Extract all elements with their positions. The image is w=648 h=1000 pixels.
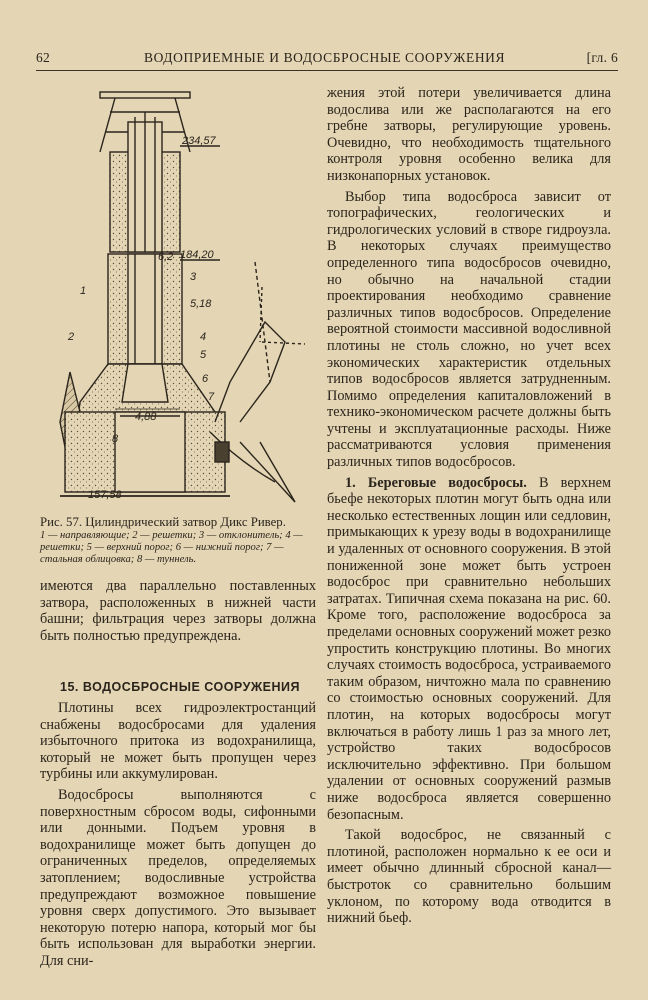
subsection-lead: 1. Береговые водосбросы. xyxy=(345,474,527,491)
header-rule xyxy=(36,70,618,71)
fig-label-3: 3 xyxy=(190,271,197,283)
running-title: ВОДОПРИЕМНЫЕ И ВОДОСБРОСНЫЕ СООРУЖЕНИЯ xyxy=(144,50,506,65)
paragraph: имеются два параллельно поставленных затвора, расположенных в нижней части башни; фильтрация через затворы должна быть полностью предупреждена. xyxy=(40,578,316,644)
dim-width-label: 4,88 xyxy=(135,411,157,423)
caption-title: Рис. 57. Цилиндрический затвор Дикс Ривер. xyxy=(40,515,286,529)
paragraph: жения этой потери увеличивается длина водослива или же располагаются на его гребне затворы, регулирующие уровень. Очевидно, что необходимость тщательного контроля уровня особенно велика для низконапорных установок. xyxy=(327,85,611,184)
paragraph: Плотины всех гидроэлектростанций снабжены водосбросами для удаления избыточного притока из водохранилища, который не может быть пропущен через турбины или аккумулирован. xyxy=(40,700,316,783)
paragraph: Выбор типа водосброса зависит от топографических, геологических и гидрологических условий в створе гидроузла. В некоторых случаях преимущество определенного типа водосбросов очевидно, но обычно на начальной стадии проектирования необходимо сравнение различных типов водосбросов. Определение вероятной стоимости массивной водосливной плотины не столь сложно, но учет всех экономических характеристик отдельных типов водосбросов является затрудненным. Помимо определения капиталовложений в технико-экономическом расчете должны быть учтены и эксплуатационные расходы. Ниже рассматриваются условия применения различных типов водосбросов. xyxy=(327,188,611,471)
paragraph xyxy=(327,475,611,823)
left-column-upper xyxy=(40,578,316,644)
fig-label-5: 5 xyxy=(200,349,207,361)
fig-label-1: 1 xyxy=(80,285,87,297)
fig-label-4: 4 xyxy=(200,331,207,343)
caption-legend: 1 — направляющие; 2 — решетки; 3 — отклонитель; 4 — решетки; 5 — верхний порог; 6 — нижний порог; 7 — стальная облицовка; 8 — туннель. xyxy=(40,530,303,565)
page-header xyxy=(34,50,618,70)
right-column xyxy=(327,85,611,927)
elevation-top-label: 234,57 xyxy=(182,135,216,147)
gate-tower-drawing xyxy=(60,92,305,502)
fig-label-2: 2 xyxy=(68,331,75,343)
chapter-marker: [гл. 6 xyxy=(586,50,618,65)
figure-caption xyxy=(40,515,316,566)
fig-label-7: 7 xyxy=(208,391,215,403)
elevation-bottom-label: 157,58 xyxy=(88,489,122,501)
fig-label-6: 6 xyxy=(202,373,209,385)
figure-57-drawing xyxy=(40,82,316,512)
paragraph: Водосбросы выполняются с поверхностным сбросом воды, сифонными или донными. Подъем уровня в водохранилище может быть допущен до ограниченных пределов, определяемых затоплением; водосливные устройства предупреждают возможное повышение уровня сверх допустимого. Это вызывает некоторую потерю напора, который мог бы быть использован для выработки энергии. Для сни- xyxy=(40,786,316,969)
dim-small-label: 5,18 xyxy=(190,298,212,310)
section-heading: 15. ВОДОСБРОСНЫЕ СООРУЖЕНИЯ xyxy=(60,680,301,694)
paragraph-text: В верхнем бьефе некоторых плотин могут быть одна или несколько естественных лощин или седловин, примыкающих к урезу воды в водохранилище и удаленных от основного сооружения. В этой пониженной зоне может быть устроен водосброс при сравнительно небольших затратах. Типичная схема показана на рис. 60. Кроме того, расположение водосброса за пределами основных сооружений может резко упростить конструкцию плотины. Во многих случаях стоимость водосброса, устраиваемого таким образом, ничтожно мала по сравнению со стоимостью основных сооружений. Для плотин, на которых водосбросы могут включаться в работу лишь 1 раз за много лет, устройство таких водосбросов исключительно эффективно. При большом удалении от основных сооружений размыв ниже водосброса является совершенно безопасным. xyxy=(327,474,612,823)
fig-label-8: 8 xyxy=(112,433,119,445)
paragraph: Такой водосброс, не связанный с плотиной, расположен нормально к ее оси и имеет обычно длинный сбросной канал—быстроток со сравнительно большим уклоном, по которому вода отводится в нижний бьеф. xyxy=(327,827,611,927)
left-column-lower xyxy=(40,700,316,970)
elevation-mid-label: 184,20 xyxy=(180,249,214,261)
page-number: 62 xyxy=(36,50,51,65)
dim-top-label: 6,2 xyxy=(158,251,174,263)
